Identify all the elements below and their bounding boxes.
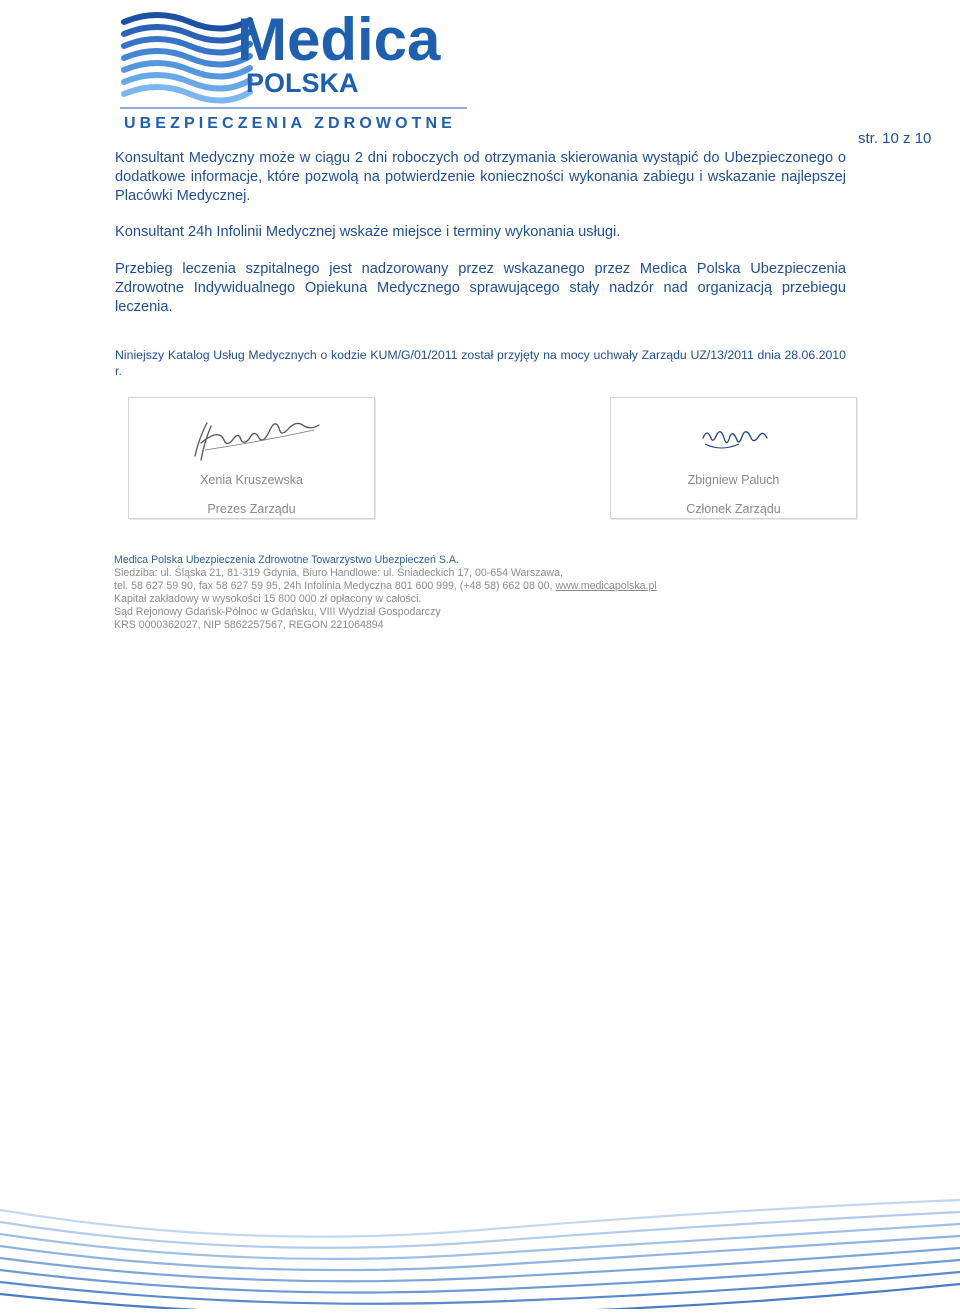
paragraph-treatment: Przebieg leczenia szpitalnego jest nadzorowany przez wskazanego przez Medica Polska Ubezpieczenia Zdrowotne Indywidualnego Opiekuna Medycznego sprawującego stały nadzór nad organizacją przebiegu leczenia.: [115, 261, 846, 315]
paragraph-catalog-approval: Niniejszy Katalog Usług Medycznych o kodzie KUM/G/01/2011 został przyjęty na mocy uchwały Zarządu UZ/13/2011 dnia 28.06.2010 r.: [115, 348, 846, 378]
logo-name: Medica: [237, 6, 441, 73]
footer-capital: Kapitał zakładowy w wysokości 15 800 000 zł opłacony w całości.: [114, 593, 422, 605]
wave-emblem-icon: [124, 15, 250, 101]
signature-icon: [129, 398, 374, 468]
paragraph-consultant-info: Konsultant Medyczny może w ciągu 2 dni roboczych od otrzymania skierowania wystąpić do Ubezpieczonego o dodatkowe informacje, które pozwolą na potwierdzenie konieczności wykonania zabiegu i wskazanie najlepszej Placówki Medycznej.: [115, 150, 846, 204]
footer-contact: [114, 580, 657, 593]
footer-registry: KRS 0000362027, NIP 5862257567, REGON 221064894: [114, 619, 384, 631]
signatory-name: Zbigniew Paluch: [687, 473, 780, 487]
signatory-role: Członek Zarządu: [686, 502, 781, 516]
company-footer: [114, 554, 657, 632]
footer-company-name: Medica Polska Ubezpieczenia Zdrowotne Towarzystwo Ubezpieczeń S.A.: [114, 554, 459, 566]
company-logo: [112, 0, 472, 135]
decorative-waves: [0, 1170, 960, 1309]
logo-sub2: UBEZPIECZENIA ZDROWOTNE: [124, 115, 456, 132]
footer-court: Sąd Rejonowy Gdańsk-Północ w Gdańsku, VIII Wydział Gospodarczy: [114, 606, 441, 618]
footer-address: Siedziba: ul. Śląska 21, 81-319 Gdynia, Biuro Handlowe: ul. Śniadeckich 17, 00-654 Warszawa,: [114, 567, 563, 579]
signatory-name: Xenia Kruszewska: [200, 473, 303, 487]
signature-icon: [611, 398, 856, 468]
page-number: str. 10 z 10: [858, 130, 932, 147]
footer-website-link[interactable]: www.medicapolska.pl: [555, 580, 657, 592]
signature-box-president: [128, 397, 375, 519]
wave-decoration-icon: [0, 1170, 960, 1309]
paragraph-infoline: Konsultant 24h Infolinii Medycznej wskaże miejsce i terminy wykonania usługi.: [115, 224, 621, 240]
signature-box-board-member: [610, 397, 857, 519]
footer-contact-text: tel. 58 627 59 90, fax 58 627 59 95, 24h Infolinia Medyczna 801 600 999, (+48 58) 662 08 00,: [114, 580, 556, 592]
logo-sub1: POLSKA: [246, 68, 359, 98]
signatory-role: Prezes Zarządu: [207, 502, 296, 516]
